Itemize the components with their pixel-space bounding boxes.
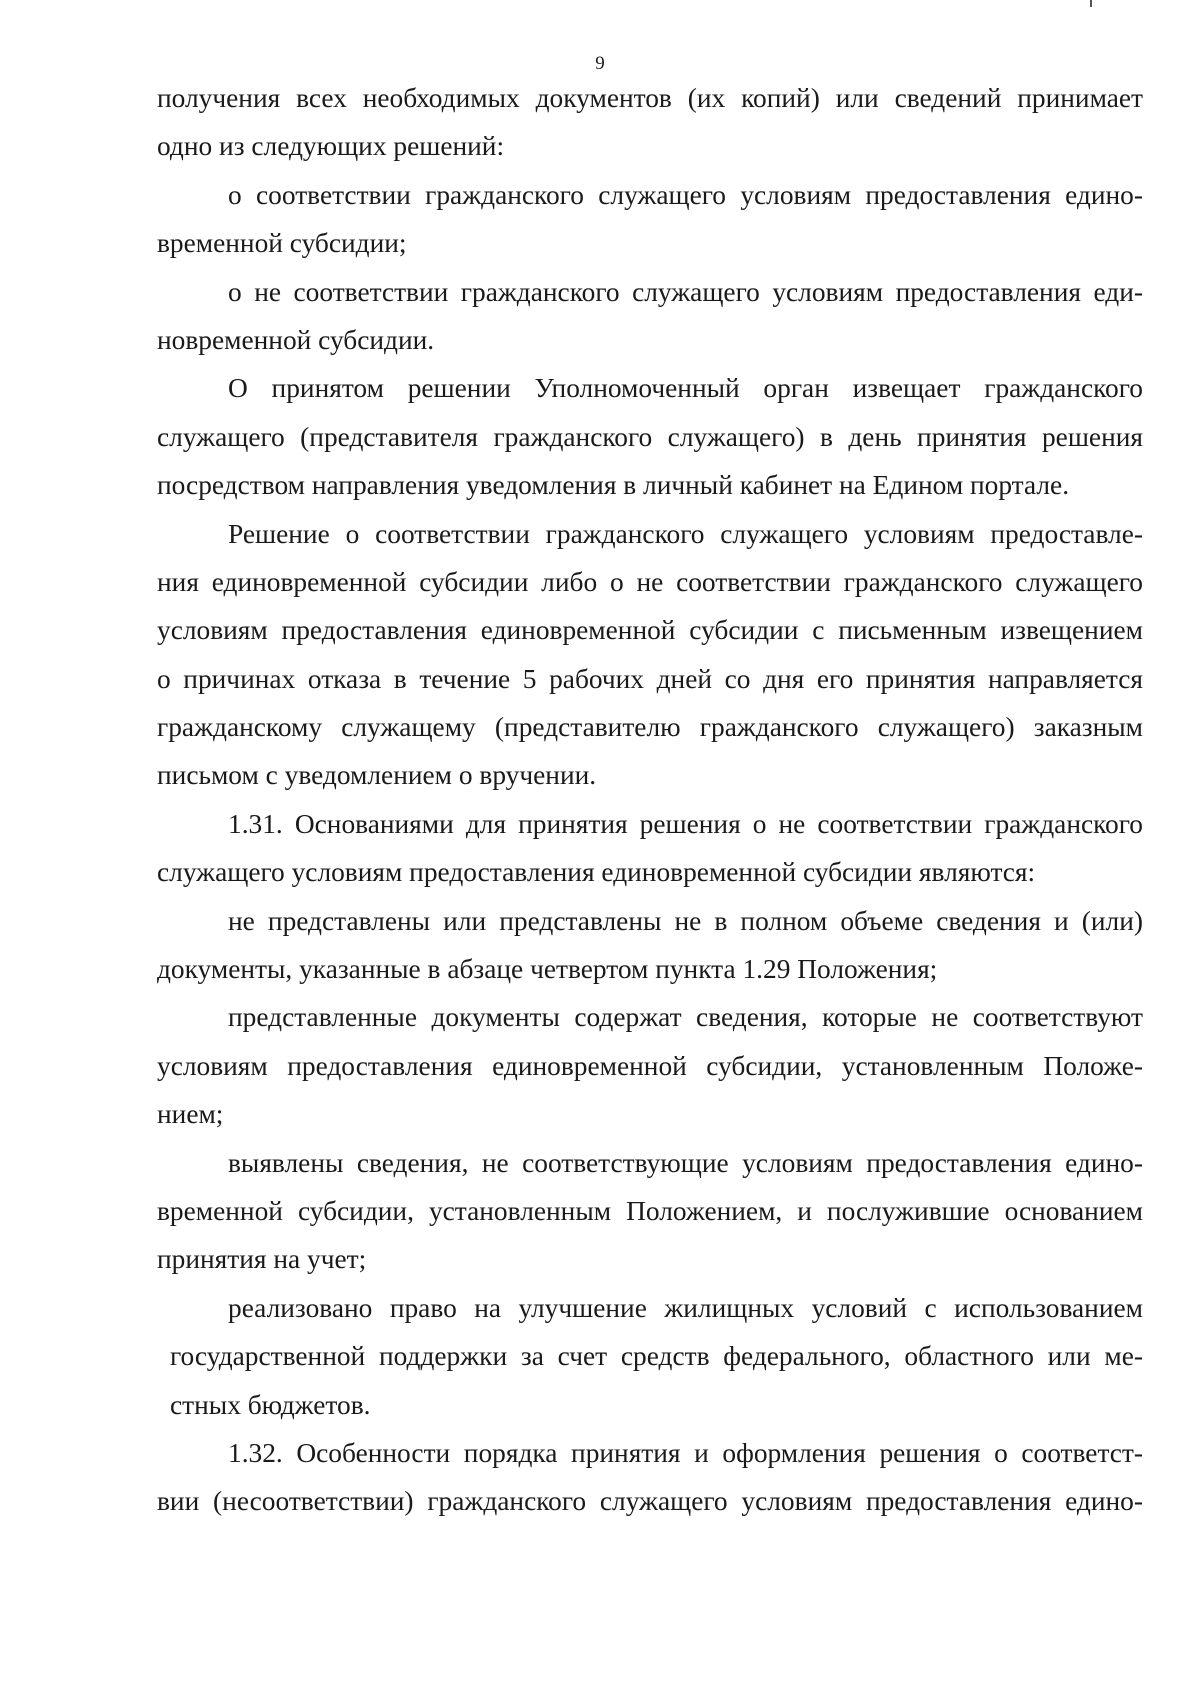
text-line: реализовано право на улучшение жилищных условий с использованием (228, 1292, 1143, 1323)
text-line: стных бюджетов. (170, 1389, 371, 1420)
text-line: о соответствии гражданского служащего условиям предоставления едино- (228, 179, 1143, 210)
text-line: получения всех необходимых документов (их копий) или сведений принимает (157, 83, 1143, 113)
text-line: государственной поддержки за счет средств федерального, областного или ме- (170, 1341, 1143, 1372)
text-line: условиям предоставления единовременной субсидии с письменным извещением (157, 615, 1143, 646)
text-line: документы, указанные в абзаце четвертом пункта 1.29 Положения; (157, 954, 938, 985)
text-line: гражданскому служащему (представителю гражданского служащего) заказным (157, 712, 1143, 743)
text-line: посредством направления уведомления в личный кабинет на Едином портале. (157, 470, 1070, 501)
text-line: временной субсидии; (157, 228, 407, 259)
text-line: ния единовременной субсидии либо о не соответствии гражданского служащего (157, 566, 1143, 597)
text-line: временной субсидии, установленным Положением, и послужившие основанием (157, 1195, 1143, 1226)
text-line: нием; (157, 1099, 224, 1130)
text-line: одно из следующих решений: (157, 131, 505, 162)
text-line: служащего (представителя гражданского служащего) в день принятия решения (157, 421, 1143, 452)
document-body (157, 74, 1143, 1526)
text-line: письмом с уведомлением о вручении. (157, 760, 597, 791)
text-line: новременной субсидии. (157, 324, 435, 355)
text-line: О принятом решении Уполномоченный орган извещает гражданского (228, 373, 1143, 404)
text-line: служащего условиям предоставления единовременной субсидии являются: (157, 857, 1036, 888)
text-line: 1.31. Основаниями для принятия решения о не соответствии гражданского (228, 808, 1143, 839)
text-line: Решение о соответствии гражданского служащего условиям предоставле- (228, 518, 1143, 549)
page-number: 9 (595, 53, 605, 74)
text-line: представленные документы содержат сведения, которые не соответствуют (228, 1002, 1143, 1033)
text-line: не представлены или представлены не в полном объеме сведения и (или) (228, 905, 1143, 936)
text-line: 1.32. Особенности порядка принятия и оформления решения о соответст- (228, 1437, 1143, 1468)
text-line: о причинах отказа в течение 5 рабочих дней со дня его принятия направляется (157, 663, 1143, 694)
text-line: выявлены сведения, не соответствующие условиям предоставления едино- (228, 1147, 1143, 1178)
text-line: вии (несоответствии) гражданского служащего условиям предоставления едино- (157, 1486, 1143, 1517)
text-line: условиям предоставления единовременной субсидии, установленным Положе- (157, 1050, 1143, 1081)
scan-corner-mark (1090, 0, 1092, 7)
text-line: о не соответствии гражданского служащего условиям предоставления еди- (228, 276, 1143, 307)
text-line: принятия на учет; (157, 1244, 367, 1275)
